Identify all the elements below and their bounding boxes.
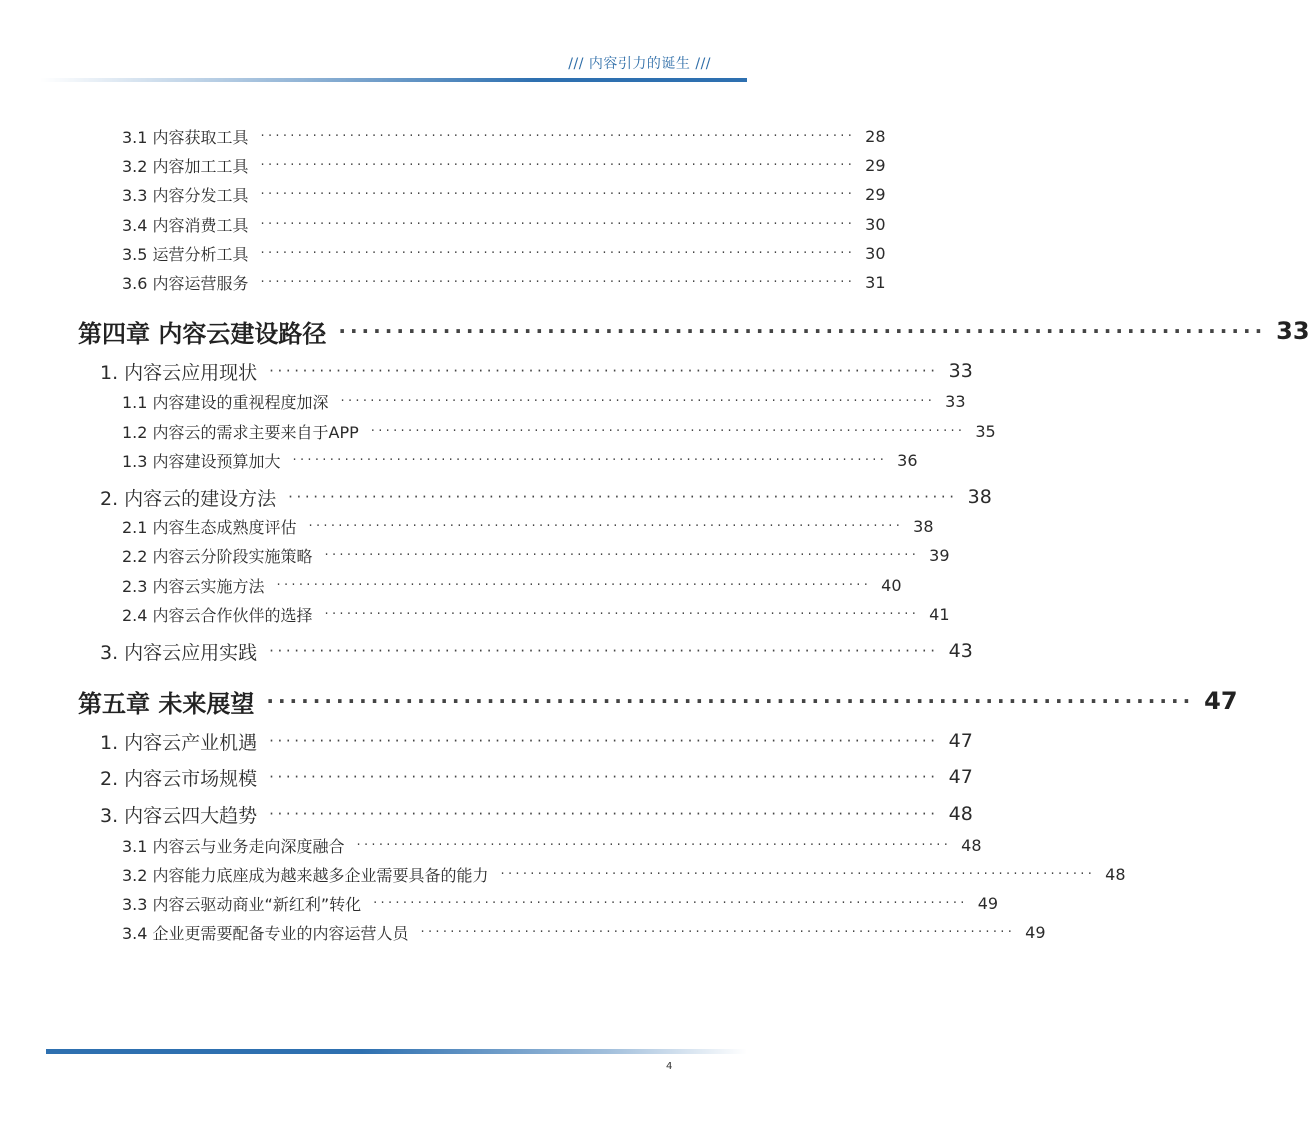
toc-entry-page-number: 47 bbox=[948, 730, 973, 752]
dot-leader: ················································································ bbox=[292, 452, 888, 468]
toc-entry-page-number: 38 bbox=[967, 486, 992, 508]
toc-entry-sub[interactable] bbox=[122, 153, 886, 177]
toc-entry-label: 2.1 内容生态成熟度评估 bbox=[122, 517, 297, 537]
toc-entry-label: 3.3 内容分发工具 bbox=[122, 185, 249, 205]
toc-entry-sub[interactable] bbox=[122, 448, 918, 472]
dot-leader: ················································································ bbox=[260, 128, 856, 144]
toc-entry-label: 2.2 内容云分阶段实施策略 bbox=[122, 546, 313, 566]
dot-leader: ················································································ bbox=[324, 606, 920, 622]
toc-entry-page-number: 49 bbox=[1025, 922, 1046, 942]
toc-entry-page-number: 36 bbox=[897, 450, 918, 470]
dot-leader: ················································································ bbox=[324, 547, 920, 563]
toc-entry-label: 1.2 内容云的需求主要来自于APP bbox=[122, 422, 359, 442]
toc-entry-label: 3.4 内容消费工具 bbox=[122, 215, 249, 235]
toc-entry-label: 3.3 内容云驱动商业“新红利”转化 bbox=[122, 894, 362, 914]
toc-entry-label: 1. 内容云应用现状 bbox=[100, 361, 258, 384]
dot-leader: ················································································ bbox=[266, 689, 1195, 713]
toc-entry-section[interactable] bbox=[100, 483, 992, 511]
dot-leader: ················································································ bbox=[420, 924, 1016, 940]
dot-leader: ················································································ bbox=[260, 216, 856, 232]
toc-entry-page-number: 29 bbox=[865, 184, 886, 204]
dot-leader: ················································································ bbox=[269, 732, 939, 750]
toc-entry-sub[interactable] bbox=[122, 862, 1126, 886]
toc-entry-page-number: 28 bbox=[865, 126, 886, 146]
toc-entry-label: 3.1 内容云与业务走向深度融合 bbox=[122, 836, 345, 856]
dot-leader: ················································································ bbox=[260, 186, 856, 202]
toc-entry-sub[interactable] bbox=[122, 920, 1046, 944]
toc-entry-sub[interactable] bbox=[122, 833, 982, 857]
toc-entry-sub[interactable] bbox=[122, 419, 996, 443]
toc-entry-label: 2. 内容云市场规模 bbox=[100, 767, 258, 790]
toc-entry-sub[interactable] bbox=[122, 124, 886, 148]
toc-entry-section[interactable] bbox=[100, 763, 973, 791]
toc-entry-label: 3.4 企业更需要配备专业的内容运营人员 bbox=[122, 923, 409, 943]
dot-leader: ················································································ bbox=[260, 274, 856, 290]
dot-leader: ················································································ bbox=[260, 245, 856, 261]
toc-entry-page-number: 48 bbox=[961, 835, 982, 855]
toc-entry-label: 2.4 内容云合作伙伴的选择 bbox=[122, 605, 313, 625]
toc-entry-page-number: 31 bbox=[865, 272, 886, 292]
toc-entry-page-number: 33 bbox=[1276, 317, 1310, 345]
running-header-title: /// 内容引力的诞生 /// bbox=[568, 56, 711, 72]
toc-entry-page-number: 33 bbox=[948, 360, 973, 382]
toc-entry-section[interactable] bbox=[100, 727, 973, 755]
toc-entry-section[interactable] bbox=[100, 800, 973, 828]
toc-entry-page-number: 30 bbox=[865, 214, 886, 234]
toc-entry-label: 3.6 内容运营服务 bbox=[122, 273, 249, 293]
toc-entry-section[interactable] bbox=[100, 357, 973, 385]
toc-entry-page-number: 35 bbox=[975, 421, 996, 441]
toc-entry-label: 3.5 运营分析工具 bbox=[122, 244, 249, 264]
toc-entry-page-number: 43 bbox=[948, 640, 973, 662]
toc-entry-page-number: 29 bbox=[865, 155, 886, 175]
dot-leader: ················································································ bbox=[370, 423, 966, 439]
dot-leader: ················································································ bbox=[500, 866, 1096, 882]
dot-leader: ················································································ bbox=[340, 393, 936, 409]
toc-entry-page-number: 33 bbox=[945, 391, 966, 411]
toc-entry-label: 3.1 内容获取工具 bbox=[122, 127, 249, 147]
toc-entry-page-number: 48 bbox=[1105, 864, 1126, 884]
toc-entry-sub[interactable] bbox=[122, 212, 886, 236]
toc-entry-label: 3.2 内容能力底座成为越来越多企业需要具备的能力 bbox=[122, 865, 489, 885]
dot-leader: ················································································ bbox=[308, 518, 904, 534]
toc-entry-label: 3. 内容云四大趋势 bbox=[100, 804, 258, 827]
toc-entry-sub[interactable] bbox=[122, 891, 999, 915]
dot-leader: ················································································ bbox=[356, 837, 952, 853]
toc-entry-section[interactable] bbox=[100, 637, 973, 665]
toc-entry-page-number: 47 bbox=[1204, 687, 1238, 715]
dot-leader: ················································································ bbox=[269, 642, 939, 660]
toc-entry-label: 第五章 未来展望 bbox=[78, 689, 255, 718]
toc-entry-label: 1.1 内容建设的重视程度加深 bbox=[122, 392, 329, 412]
toc-entry-sub[interactable] bbox=[122, 389, 966, 413]
dot-leader: ················································································ bbox=[269, 805, 939, 823]
toc-entry-label: 1.3 内容建设预算加大 bbox=[122, 451, 281, 471]
dot-leader: ················································································ bbox=[260, 157, 856, 173]
toc-entry-label: 1. 内容云产业机遇 bbox=[100, 731, 258, 754]
toc-entry-label: 第四章 内容云建设路径 bbox=[78, 319, 327, 348]
toc-entry-label: 3. 内容云应用实践 bbox=[100, 641, 258, 664]
toc-entry-page-number: 48 bbox=[948, 803, 973, 825]
page-number: 4 bbox=[666, 1061, 673, 1072]
toc-entry-chapter[interactable] bbox=[78, 683, 1238, 719]
toc-entry-label: 3.2 内容加工工具 bbox=[122, 156, 249, 176]
header-rule bbox=[40, 78, 747, 82]
toc-entry-sub[interactable] bbox=[122, 270, 886, 294]
toc-entry-sub[interactable] bbox=[122, 573, 902, 597]
toc-entry-page-number: 39 bbox=[929, 545, 950, 565]
dot-leader: ················································································ bbox=[269, 768, 939, 786]
dot-leader: ················································································ bbox=[269, 362, 939, 380]
toc-entry-label: 2.3 内容云实施方法 bbox=[122, 576, 265, 596]
toc-entry-page-number: 49 bbox=[977, 893, 999, 913]
toc-entry-sub[interactable] bbox=[122, 602, 950, 626]
toc-entry-sub[interactable] bbox=[122, 182, 886, 206]
dot-leader: ················································································ bbox=[288, 488, 958, 506]
dot-leader: ················································································ bbox=[338, 319, 1267, 343]
footer-rule bbox=[46, 1049, 747, 1054]
toc-entry-page-number: 38 bbox=[913, 516, 934, 536]
toc-entry-page-number: 40 bbox=[881, 575, 902, 595]
dot-leader: ················································································ bbox=[276, 577, 872, 593]
dot-leader: ················································································ bbox=[373, 895, 968, 911]
toc-entry-sub[interactable] bbox=[122, 241, 886, 265]
toc-entry-page-number: 30 bbox=[865, 243, 886, 263]
toc-entry-chapter[interactable] bbox=[78, 313, 1310, 349]
toc-entry-sub[interactable] bbox=[122, 514, 934, 538]
toc-entry-sub[interactable] bbox=[122, 543, 950, 567]
toc-entry-page-number: 41 bbox=[929, 604, 950, 624]
toc-entry-label: 2. 内容云的建设方法 bbox=[100, 487, 277, 510]
toc-entry-page-number: 47 bbox=[948, 766, 973, 788]
